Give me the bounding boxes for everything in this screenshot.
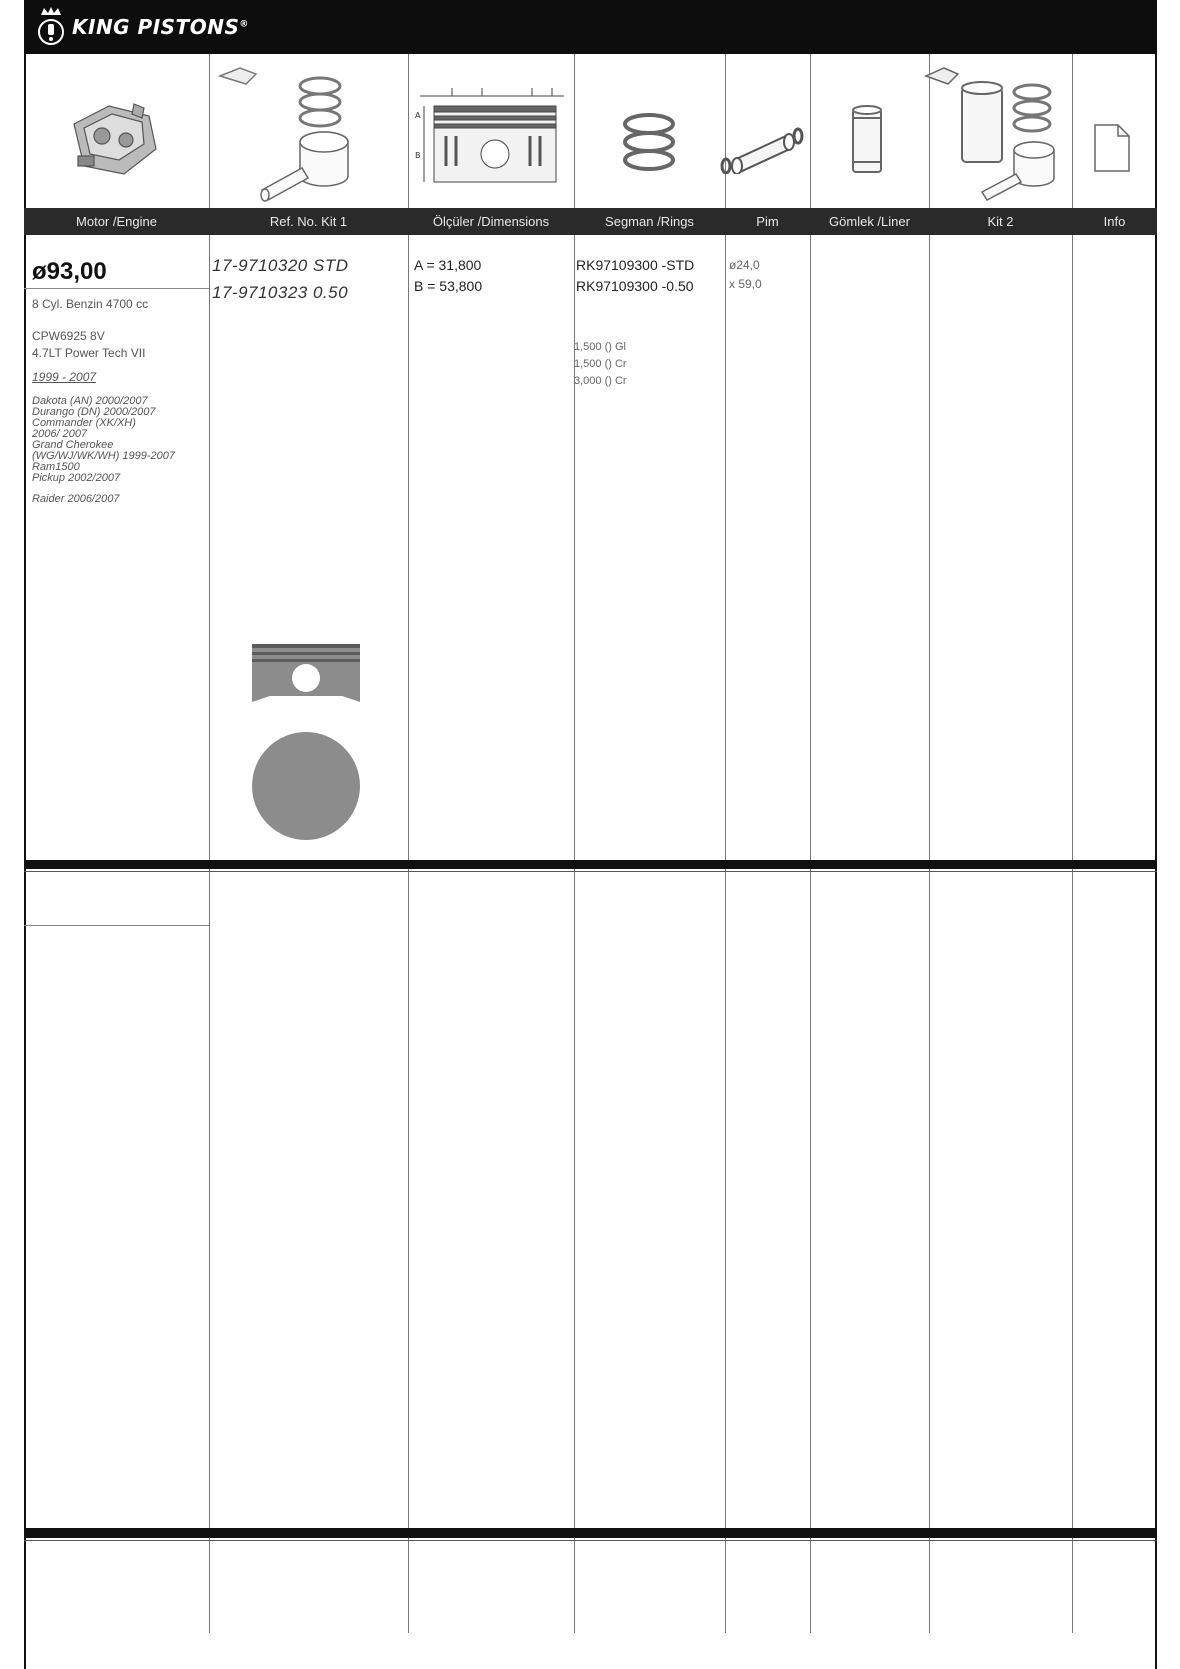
svg-text:B: B bbox=[415, 151, 421, 160]
engine-code: CPW6925 8V bbox=[32, 329, 105, 343]
liner-kit-icon bbox=[922, 62, 1072, 202]
application-item: Pickup 2002/2007 bbox=[32, 472, 121, 484]
piston-pin-icon bbox=[718, 122, 804, 174]
piston-ring-kit-icon bbox=[214, 62, 364, 202]
svg-text:A: A bbox=[415, 111, 421, 120]
piston-rings-icon bbox=[614, 110, 684, 176]
cylinder-liner-icon bbox=[849, 104, 885, 176]
document-icon[interactable] bbox=[1092, 122, 1132, 174]
pin-length: x 59,0 bbox=[729, 277, 762, 291]
application-item: Ram1500 bbox=[32, 461, 80, 473]
bore-underline bbox=[24, 288, 209, 289]
column-divider bbox=[1072, 54, 1073, 1633]
row-separator-thin bbox=[24, 871, 1157, 872]
header-liner: Gömlek /Liner bbox=[829, 214, 910, 229]
row-separator bbox=[24, 1528, 1157, 1538]
column-divider bbox=[929, 54, 930, 1633]
engine-name: 4.7LT Power Tech VII bbox=[32, 346, 146, 360]
ring-ref-std[interactable]: RK97109300 -STD bbox=[576, 257, 695, 273]
application-item: Durango (DN) 2000/2007 bbox=[32, 406, 156, 418]
application-item: Grand Cherokee bbox=[32, 439, 114, 451]
piston-dimension-diagram-icon bbox=[412, 82, 572, 192]
header-engine: Motor /Engine bbox=[76, 214, 157, 229]
catalog-sheet bbox=[24, 0, 1157, 1669]
brand-logo bbox=[34, 4, 249, 50]
application-list bbox=[32, 396, 232, 505]
header-rings: Segman /Rings bbox=[605, 214, 694, 229]
header-dimensions: Ölçüler /Dimensions bbox=[432, 214, 550, 229]
brand-bar bbox=[24, 0, 1157, 54]
application-item: (WG/WJ/WK/WH) 1999-2007 bbox=[32, 450, 176, 462]
column-divider bbox=[725, 54, 726, 1633]
pin-diameter: ø24,0 bbox=[729, 258, 760, 272]
header-info: Info bbox=[1103, 214, 1126, 229]
application-item: 2006/ 2007 bbox=[32, 428, 88, 440]
cell-underline bbox=[24, 925, 209, 926]
engine-type: 8 Cyl. Benzin 4700 cc bbox=[32, 297, 149, 311]
application-item: Raider 2006/2007 bbox=[32, 493, 120, 505]
ring-spec: 1,500 () Gl bbox=[574, 341, 626, 353]
row-separator bbox=[24, 860, 1157, 869]
kit1-ref-050[interactable]: 17-9710323 0.50 bbox=[212, 283, 349, 302]
crown-logo-icon bbox=[34, 5, 68, 49]
header-kit2: Kit 2 bbox=[987, 214, 1014, 229]
kit1-ref-std[interactable]: 17-9710320 STD bbox=[212, 256, 349, 275]
dimension-b: B = 53,800 bbox=[414, 278, 483, 294]
ring-spec: 1,500 () Cr bbox=[574, 358, 627, 370]
dimension-a: A = 31,800 bbox=[414, 257, 482, 273]
header-kit1: Ref. No. Kit 1 bbox=[269, 214, 348, 229]
ring-spec: 3,000 () Cr bbox=[574, 375, 627, 387]
piston-top-view bbox=[250, 730, 362, 842]
column-divider bbox=[408, 54, 409, 1633]
column-divider bbox=[810, 54, 811, 1633]
application-item: Commander (XK/XH) bbox=[32, 417, 136, 429]
row-separator-thin bbox=[24, 1540, 1157, 1541]
engine-icon bbox=[64, 94, 164, 182]
brand-name: KING PISTONS® bbox=[72, 15, 249, 39]
header-pin: Pim bbox=[756, 214, 779, 229]
application-item: Dakota (AN) 2000/2007 bbox=[32, 395, 148, 407]
ring-ref-050[interactable]: RK97109300 -0.50 bbox=[576, 278, 694, 294]
column-divider bbox=[209, 54, 210, 1633]
column-divider bbox=[574, 54, 575, 1633]
production-years: 1999 - 2007 bbox=[32, 370, 97, 384]
bore-diameter: ø93,00 bbox=[32, 258, 107, 285]
piston-side-view bbox=[250, 640, 362, 706]
